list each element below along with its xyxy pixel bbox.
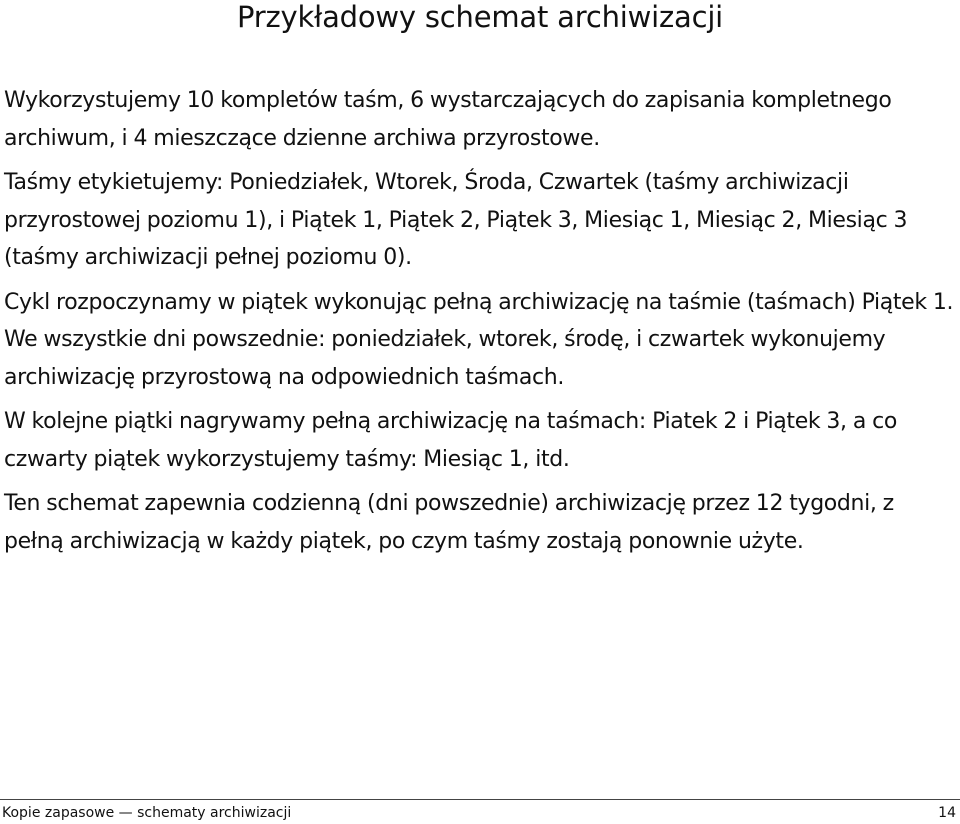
paragraph-tape-labels: Taśmy etykietujemy: Poniedziałek, Wtorek, Środa, Czwartek (taśmy archiwizacji przyrostowej poziomu 1), i Piątek 1, Piątek 2, Piątek 3, Miesiąc 1, Miesiąc 2, Miesiąc 3 (taśmy archiwizacji pełnej poziomu 0). [4, 170, 908, 270]
slide-body [4, 82, 956, 567]
footer-divider [0, 799, 960, 800]
footer-title: Kopie zapasowe — schematy archiwizacji [2, 805, 292, 821]
paragraph-summary: Ten schemat zapewnia codzienną (dni powszednie) archiwizację przez 12 tygodni, z pełną archiwizacją w każdy piątek, po czym taśmy zostają ponownie użyte. [4, 491, 894, 554]
paragraph-cycle-start: Cykl rozpoczynamy w piątek wykonując pełną archiwizację na taśmie (taśmach) Piątek 1. We wszystkie dni powszednie: poniedziałek, wtorek, środę, i czwartek wykonujemy archiwizację przyrostową na odpowiednich taśmach. [4, 289, 954, 390]
paragraph-tape-sets: Wykorzystujemy 10 kompletów taśm, 6 wystarczających do zapisania kompletnego archiwum, i 4 mieszczące dzienne archiwa przyrostowe. [4, 88, 892, 151]
slide-title: Przykładowy schemat archiwizacji [236, 0, 724, 34]
page-number: 14 [938, 805, 956, 821]
paragraph-fridays: W kolejne piątki nagrywamy pełną archiwizację na taśmach: Piatek 2 i Piątek 3, a co czwarty piątek wykorzystujemy taśmy: Miesiąc 1, itd. [4, 409, 897, 472]
